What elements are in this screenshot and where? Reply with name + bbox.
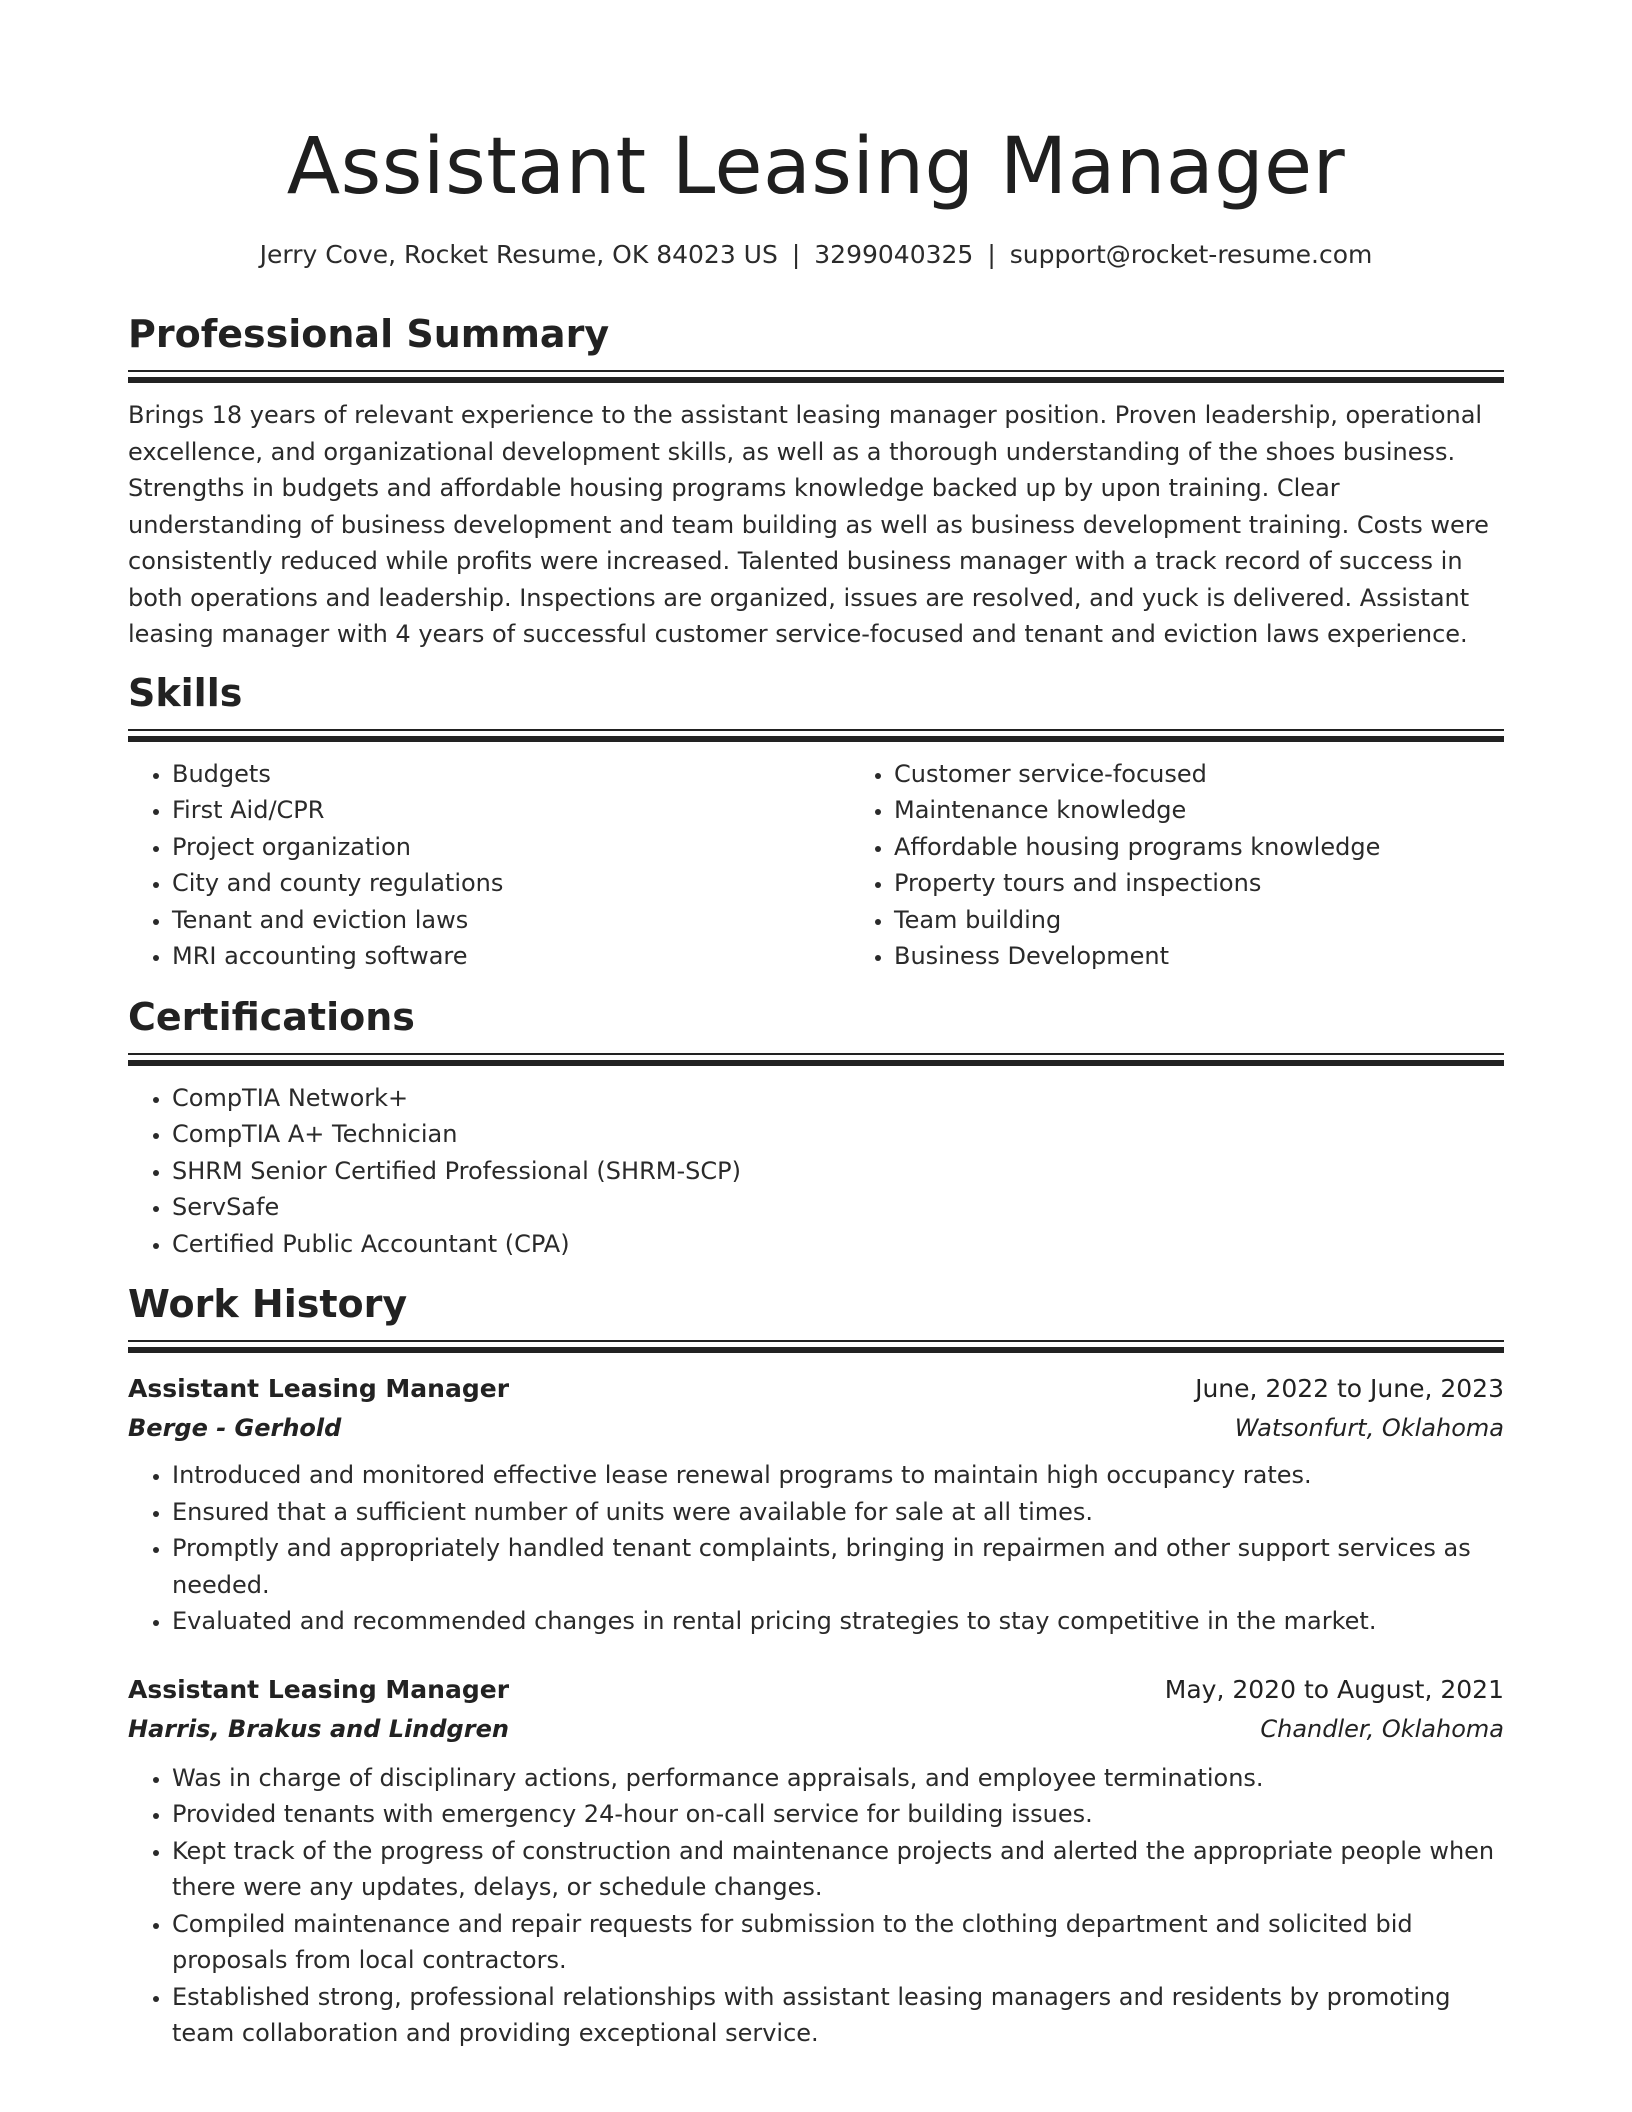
section-divider: [128, 1060, 1504, 1066]
resume-title: Assistant Leasing Manager: [286, 122, 1346, 212]
job-entry: [128, 1670, 1504, 2052]
section-divider: [128, 736, 1504, 742]
job-entry: [128, 1369, 1504, 1640]
contact-line: [128, 238, 1504, 272]
job-bullet: • Kept track of the progress of construction and maintenance projects and alerted the appropriate people when there were any updates, delays, or schedule changes.: [172, 1833, 1504, 1906]
job-location: Watsonfurt, Oklahoma: [1234, 1414, 1504, 1442]
skill-item: • Business Development: [894, 938, 1572, 975]
skills-section: [128, 669, 1504, 975]
skill-item: • Customer service-focused: [894, 756, 1572, 793]
job-company: Berge - Gerhold: [128, 1414, 342, 1442]
certification-item: • Certified Public Accountant (CPA): [172, 1226, 1504, 1263]
job-dates: June, 2022 to June, 2023: [1195, 1374, 1504, 1403]
section-divider: [128, 1347, 1504, 1353]
skills-list-left: [128, 756, 850, 975]
job-bullet: • Established strong, professional relationships with assistant leasing managers and residents by promoting team collaboration and providing exceptional service.: [172, 1979, 1504, 2052]
skills-list-right: [850, 756, 1572, 975]
skill-item: • MRI accounting software: [172, 938, 850, 975]
certification-item: • CompTIA Network+: [172, 1080, 1504, 1117]
resume-page: [128, 0, 1504, 2052]
section-divider: [128, 377, 1504, 383]
skill-item: • Affordable housing programs knowledge: [894, 829, 1572, 866]
job-bullets: [128, 1760, 1504, 2052]
contact-address: Jerry Cove, Rocket Resume, OK 84023 US: [259, 240, 778, 269]
certification-item: • ServSafe: [172, 1189, 1504, 1226]
section-heading-summary: Professional Summary: [128, 312, 610, 356]
section-divider: [128, 1053, 1504, 1055]
skills-grid: [128, 756, 1504, 975]
job-subheader-row: [128, 1710, 1504, 1748]
job-bullet: • Evaluated and recommended changes in rental pricing strategies to stay competitive in the market.: [172, 1603, 1504, 1640]
section-heading-certifications: Certifications: [128, 994, 415, 1039]
section-divider: [128, 1340, 1504, 1342]
certifications-list: [128, 1080, 1504, 1263]
job-location: Chandler, Oklahoma: [1260, 1714, 1504, 1743]
skill-item: • Project organization: [172, 829, 850, 866]
job-header-row: [128, 1369, 1504, 1409]
summary-text: Brings 18 years of relevant experience to the assistant leasing manager position. Proven leadership, operational excellence, and organizational development skills, as well as a thorough understanding of the shoes business. Strengths in budgets and affordable housing programs knowledge backed up by upon training. Clear understanding of business development and team building as well as business development training. Costs were consistently reduced while profits were increased. Talented business manager with a track record of success in both operations and leadership. Inspections are organized, issues are resolved, and yuck is delivered. Assistant leasing manager with 4 years of successful customer service-focused and tenant and eviction laws experience.: [128, 401, 1489, 648]
contact-email: support@rocket-resume.com: [1009, 240, 1373, 269]
job-title: Assistant Leasing Manager: [128, 1674, 510, 1704]
job-bullet: • Provided tenants with emergency 24-hour on-call service for building issues.: [172, 1796, 1504, 1833]
job-subheader-row: [128, 1409, 1504, 1447]
job-title: Assistant Leasing Manager: [128, 1374, 510, 1403]
certification-item: • SHRM Senior Certified Professional (SHRM-SCP): [172, 1153, 1504, 1190]
certifications-section: [128, 993, 1504, 1263]
job-company: Harris, Brakus and Lindgren: [128, 1714, 509, 1743]
job-bullet: • Promptly and appropriately handled tenant complaints, bringing in repairmen and other support services as needed.: [172, 1530, 1504, 1603]
section-divider: [128, 729, 1504, 731]
contact-separator: |: [791, 240, 801, 269]
skill-item: • City and county regulations: [172, 865, 850, 902]
contact-phone: 3299040325: [814, 240, 974, 269]
certification-item: • CompTIA A+ Technician: [172, 1116, 1504, 1153]
skill-item: • Team building: [894, 902, 1572, 939]
skill-item: • Maintenance knowledge: [894, 792, 1572, 829]
job-bullet: • Was in charge of disciplinary actions, performance appraisals, and employee terminations.: [172, 1760, 1504, 1797]
job-bullet: • Ensured that a sufficient number of units were available for sale at all times.: [172, 1494, 1504, 1531]
skill-item: • Property tours and inspections: [894, 865, 1572, 902]
section-divider: [128, 370, 1504, 372]
job-dates: May, 2020 to August, 2021: [1164, 1674, 1504, 1704]
skill-item: • Budgets: [172, 756, 850, 793]
contact-separator: |: [987, 240, 996, 269]
section-heading-work-history: Work History: [128, 1282, 408, 1326]
work-history-section: [128, 1280, 1504, 2052]
job-bullets: [128, 1457, 1504, 1640]
job-bullet: • Compiled maintenance and repair requests for submission to the clothing department and solicited bid proposals from local contractors.: [172, 1906, 1504, 1979]
skill-item: • First Aid/CPR: [172, 792, 850, 829]
section-heading-skills: Skills: [128, 670, 243, 715]
summary-section: [128, 310, 1504, 653]
skill-item: • Tenant and eviction laws: [172, 902, 850, 939]
job-bullet: • Introduced and monitored effective lease renewal programs to maintain high occupancy rates.: [172, 1457, 1504, 1494]
job-header-row: [128, 1670, 1504, 1710]
